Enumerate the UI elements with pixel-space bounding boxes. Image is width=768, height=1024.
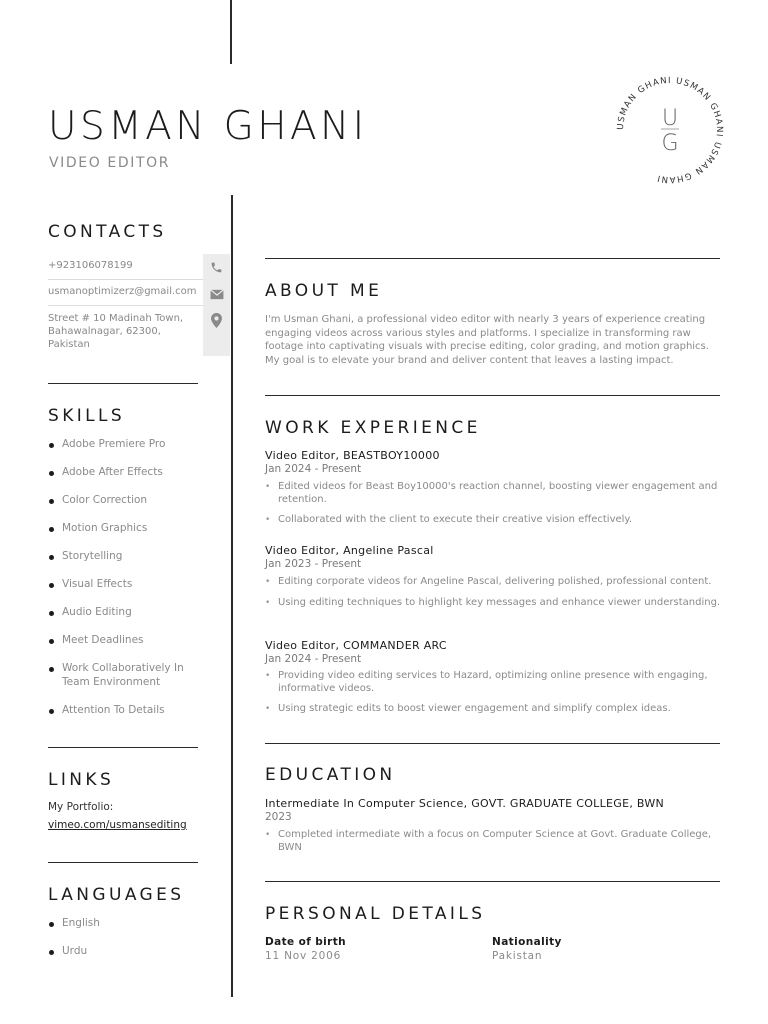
skills-heading: SKILLS [48, 406, 126, 426]
portfolio-label: My Portfolio: [48, 801, 114, 813]
monogram-initial-top: U [661, 106, 679, 131]
skills-list [48, 438, 208, 717]
job-bullet: • Using editing techniques to highlight key messages and enhance viewer understanding. [265, 597, 725, 610]
skill-item: Work Collaboratively In Team Environment [48, 662, 188, 689]
skill-item: Color Correction [48, 494, 208, 508]
monogram-ring-text: USMAN GHANI USMAN GHANI USMAN GHANI [615, 75, 725, 185]
section-divider [265, 395, 720, 396]
monogram-logo [610, 70, 730, 190]
section-divider [48, 862, 198, 863]
top-divider-line [230, 0, 232, 64]
section-divider [265, 258, 720, 259]
candidate-name: USMAN GHANI [48, 104, 368, 149]
job-bullets [265, 481, 725, 535]
job-date: Jan 2024 - Present [265, 653, 362, 665]
skill-item: Audio Editing [48, 606, 208, 620]
job-date: Jan 2024 - Present [265, 463, 362, 475]
column-divider-line [231, 195, 233, 997]
job-title: Video Editor, BEASTBOY10000 [265, 449, 440, 462]
job-bullet: • Using strategic edits to boost viewer engagement and simplify complex ideas. [265, 703, 725, 716]
job-bullet: • Collaborated with the client to execute their creative vision effectively. [265, 514, 725, 527]
job-role: VIDEO EDITOR [49, 155, 171, 171]
job-bullet: • Editing corporate videos for Angeline Pascal, delivering polished, professional content. [265, 576, 725, 589]
skill-item: Meet Deadlines [48, 634, 208, 648]
skill-item: Motion Graphics [48, 522, 208, 536]
job-title: Video Editor, Angeline Pascal [265, 544, 434, 557]
job-bullets [265, 670, 725, 724]
contacts-heading: CONTACTS [48, 222, 167, 242]
job-bullets [265, 576, 725, 617]
contact-separator [48, 305, 203, 306]
education-bullet: • Completed intermediate with a focus on Computer Science at Govt. Graduate College, BWN [265, 829, 725, 854]
job-bullet: • Providing video editing services to Hazard, optimizing online presence with engaging, informative videos. [265, 670, 725, 695]
skill-item: Storytelling [48, 550, 208, 564]
languages-heading: LANGUAGES [48, 885, 185, 905]
education-heading: EDUCATION [265, 765, 396, 785]
education-title: Intermediate In Computer Science, GOVT. GRADUATE COLLEGE, BWN [265, 797, 665, 810]
section-divider [48, 747, 198, 748]
dob-label: Date of birth [265, 936, 347, 948]
contact-phone[interactable]: +923106078199 [48, 260, 133, 271]
portfolio-link[interactable]: vimeo.com/usmansediting [48, 819, 187, 831]
language-item: Urdu [48, 945, 208, 959]
about-heading: ABOUT ME [265, 281, 383, 301]
location-pin-icon [203, 307, 230, 333]
job-title: Video Editor, COMMANDER ARC [265, 639, 447, 652]
section-divider [48, 383, 198, 384]
skill-item: Adobe Premiere Pro [48, 438, 208, 452]
contact-separator [48, 279, 203, 280]
languages-list [48, 917, 208, 959]
section-divider [265, 881, 720, 882]
about-text: I'm Usman Ghani, a professional video editor with nearly 3 years of experience creating engaging videos across various styles and platforms. I specialize in transforming raw footage into captivating visuals with precise editing, color grading, and motion graphics. My goal is to elevate your brand and deliver content that leaves a lasting impact. [265, 314, 709, 366]
job-bullet: • Edited videos for Beast Boy10000's reaction channel, boosting viewer engagement and retention. [265, 481, 725, 506]
monogram-initial-bottom: G [661, 131, 679, 156]
dob-value: 11 Nov 2006 [265, 950, 342, 962]
phone-icon [203, 254, 230, 280]
nationality-label: Nationality [492, 936, 562, 948]
address-line: Bahawalnagar, 62300, [48, 326, 161, 337]
skill-item: Visual Effects [48, 578, 208, 592]
work-experience-heading: WORK EXPERIENCE [265, 418, 481, 438]
language-item: English [48, 917, 208, 931]
job-date: Jan 2023 - Present [265, 558, 362, 570]
address-line: Street # 10 Madinah Town, [48, 313, 184, 324]
contact-email[interactable]: usmanoptimizerz@gmail.com [48, 286, 197, 297]
personal-details-heading: PERSONAL DETAILS [265, 904, 486, 924]
nationality-value: Pakistan [492, 950, 543, 962]
links-heading: LINKS [48, 770, 115, 790]
mail-icon [203, 281, 230, 307]
skill-item: Attention To Details [48, 704, 208, 718]
education-year: 2023 [265, 811, 292, 823]
skill-item: Adobe After Effects [48, 466, 208, 480]
education-bullets [265, 829, 725, 862]
section-divider [265, 743, 720, 744]
address-line: Pakistan [48, 339, 90, 350]
